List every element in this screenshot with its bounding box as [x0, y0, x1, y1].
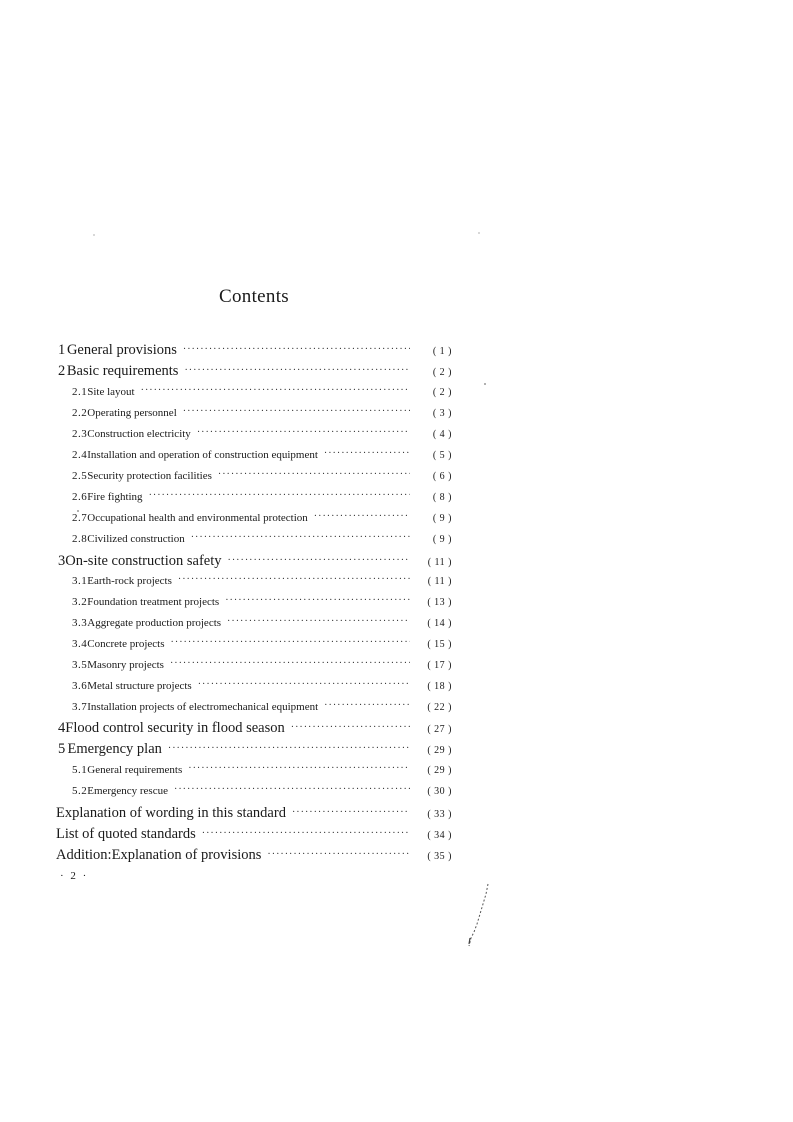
toc-entry-2-3[interactable] [72, 428, 452, 446]
toc-entry-5-1[interactable] [72, 764, 452, 782]
dot-leader [291, 722, 410, 733]
toc-entry-page: ( 3 ) [432, 408, 452, 419]
toc-entry-1[interactable] [58, 342, 452, 360]
toc-entry-number: 3.4 [72, 638, 88, 650]
dot-leader [202, 828, 410, 839]
toc-entry-number: 2.2 [72, 407, 88, 419]
toc-entry-3-7[interactable] [72, 701, 452, 719]
toc-entry-page: ( 13 ) [427, 597, 452, 608]
toc-entry-number: 2.3 [72, 428, 88, 440]
dot-leader [170, 658, 410, 669]
toc-entry-page: ( 35 ) [427, 851, 452, 862]
dot-leader [292, 807, 410, 818]
toc-entry-2-5[interactable] [72, 470, 452, 488]
toc-entry-2-1[interactable] [72, 386, 452, 404]
toc-entry-2-4[interactable] [72, 449, 452, 467]
toc-entry-label: Explanation of wording in this standard [56, 805, 286, 821]
toc-entry-number: 5 [58, 741, 66, 757]
scan-speck [93, 234, 95, 236]
page-number: · 2 · [60, 870, 89, 882]
toc-entry-label: Site layout [87, 386, 135, 398]
toc-entry-page: ( 8 ) [432, 492, 452, 503]
toc-entry-5-2[interactable] [72, 785, 452, 803]
toc-entry-2-8[interactable] [72, 533, 452, 551]
toc-entry-page: ( 11 ) [427, 576, 452, 587]
toc-entry-label: Installation and operation of construction equipment [87, 449, 318, 461]
toc-entry-label: Emergency plan [67, 741, 162, 757]
toc-entry-number: 5.2 [72, 785, 88, 797]
toc-entry-3-1[interactable] [72, 575, 452, 593]
toc-entry-3-2[interactable] [72, 596, 452, 614]
toc-entry-number: 4 [58, 720, 66, 736]
toc-entry-label: Operating personnel [87, 407, 177, 419]
dot-leader [228, 555, 411, 566]
toc-entry-label: Flood control security in flood season [65, 720, 285, 736]
toc-entry-number: 2.8 [72, 533, 88, 545]
toc-entry-label: Civilized construction [87, 533, 185, 545]
toc-entry-number: 3 [58, 553, 66, 569]
toc-entry-3-3[interactable] [72, 617, 452, 635]
toc-entry-label: Masonry projects [87, 659, 164, 671]
toc-entry-label: Earth-rock projects [87, 575, 172, 587]
toc-entry-number: 2 [58, 363, 66, 379]
toc-entry-page: ( 14 ) [427, 618, 452, 629]
toc-entry-label: Construction electricity [87, 428, 191, 440]
toc-entry-label: Basic requirements [66, 363, 179, 379]
toc-entry-label: Addition:Explanation of provisions [56, 847, 262, 863]
dot-leader [149, 490, 410, 501]
toc-entry-page: ( 11 ) [427, 557, 452, 568]
dot-leader [188, 763, 410, 774]
dot-leader [141, 385, 410, 396]
toc-entry-5[interactable] [58, 741, 452, 759]
toc-entry-quoted-standards[interactable] [56, 826, 452, 844]
toc-entry-page: ( 9 ) [432, 534, 452, 545]
toc-entry-wording-explanation[interactable] [56, 805, 452, 823]
dot-leader [225, 595, 410, 606]
dot-leader [178, 574, 410, 585]
toc-entry-page: ( 4 ) [432, 429, 452, 440]
toc-entry-page: ( 9 ) [432, 513, 452, 524]
dot-leader [267, 849, 410, 860]
toc-entry-label: Concrete projects [87, 638, 165, 650]
toc-entry-page: ( 29 ) [427, 745, 452, 756]
toc-entry-page: ( 33 ) [427, 809, 452, 820]
dot-leader [198, 679, 410, 690]
toc-entry-page: ( 2 ) [432, 387, 452, 398]
dot-leader [324, 448, 410, 459]
toc-entry-label: Emergency rescue [87, 785, 168, 797]
dot-leader [314, 511, 410, 522]
toc-entry-number: 3.3 [72, 617, 88, 629]
toc-entry-page: ( 6 ) [432, 471, 452, 482]
dot-leader [168, 743, 410, 754]
toc-entry-number: 2.7 [72, 512, 88, 524]
toc-entry-label: Occupational health and environmental protection [87, 512, 308, 524]
toc-entry-3-4[interactable] [72, 638, 452, 656]
dot-leader [183, 406, 410, 417]
toc-entry-page: ( 22 ) [427, 702, 452, 713]
toc-entry-page: ( 34 ) [427, 830, 452, 841]
dot-leader [324, 700, 410, 711]
dot-leader [227, 616, 410, 627]
toc-entry-2-2[interactable] [72, 407, 452, 425]
toc-entry-2-6[interactable] [72, 491, 452, 509]
toc-entry-number: 2.1 [72, 386, 88, 398]
toc-entry-page: ( 27 ) [427, 724, 452, 735]
toc-entry-label: Installation projects of electromechanical equipment [87, 701, 319, 713]
toc-entry-number: 2.6 [72, 491, 88, 503]
pen-mark [466, 880, 496, 950]
toc-entry-4[interactable] [58, 720, 452, 738]
toc-entry-3[interactable] [58, 553, 452, 571]
dot-leader [183, 344, 410, 355]
dot-leader [197, 427, 410, 438]
toc-entry-3-6[interactable] [72, 680, 452, 698]
dot-leader [191, 532, 410, 543]
toc-entry-label: Foundation treatment projects [87, 596, 220, 608]
toc-entry-page: ( 17 ) [427, 660, 452, 671]
toc-entry-page: ( 30 ) [427, 786, 452, 797]
dot-leader [171, 637, 410, 648]
scan-speck [484, 383, 486, 385]
toc-entry-2[interactable] [58, 363, 452, 381]
toc-entry-number: 1 [58, 342, 66, 358]
scan-speck [77, 510, 79, 512]
toc-entry-2-7[interactable] [72, 512, 452, 530]
toc-entry-number: 3.2 [72, 596, 88, 608]
toc-entry-page: ( 18 ) [427, 681, 452, 692]
toc-entry-number: 3.5 [72, 659, 88, 671]
dot-leader [218, 469, 410, 480]
toc-entry-page: ( 1 ) [432, 346, 452, 357]
toc-entry-label: List of quoted standards [56, 826, 196, 842]
scan-speck [478, 232, 480, 234]
page-title: Contents [219, 286, 289, 307]
toc-entry-label: Aggregate production projects [87, 617, 222, 629]
toc-entry-number: 3.1 [72, 575, 88, 587]
toc-entry-label: Security protection facilities [87, 470, 212, 482]
toc-entry-label: General provisions [66, 342, 177, 358]
toc-entry-label: On-site construction safety [65, 553, 222, 569]
toc-entry-number: 3.7 [72, 701, 88, 713]
toc-entry-number: 2.5 [72, 470, 88, 482]
toc-entry-3-5[interactable] [72, 659, 452, 677]
toc-entry-number: 5.1 [72, 764, 88, 776]
toc-entry-page: ( 5 ) [432, 450, 452, 461]
toc-entry-addition[interactable] [56, 847, 452, 865]
toc-entry-page: ( 15 ) [427, 639, 452, 650]
toc-entry-label: Metal structure projects [87, 680, 192, 692]
toc-entry-page: ( 29 ) [427, 765, 452, 776]
toc-entry-number: 3.6 [72, 680, 88, 692]
toc-entry-number: 2.4 [72, 449, 88, 461]
toc-entry-page: ( 2 ) [432, 367, 452, 378]
toc-entry-label: General requirements [87, 764, 183, 776]
dot-leader [184, 365, 410, 376]
dot-leader [174, 784, 410, 795]
toc-entry-label: Fire fighting [87, 491, 143, 503]
